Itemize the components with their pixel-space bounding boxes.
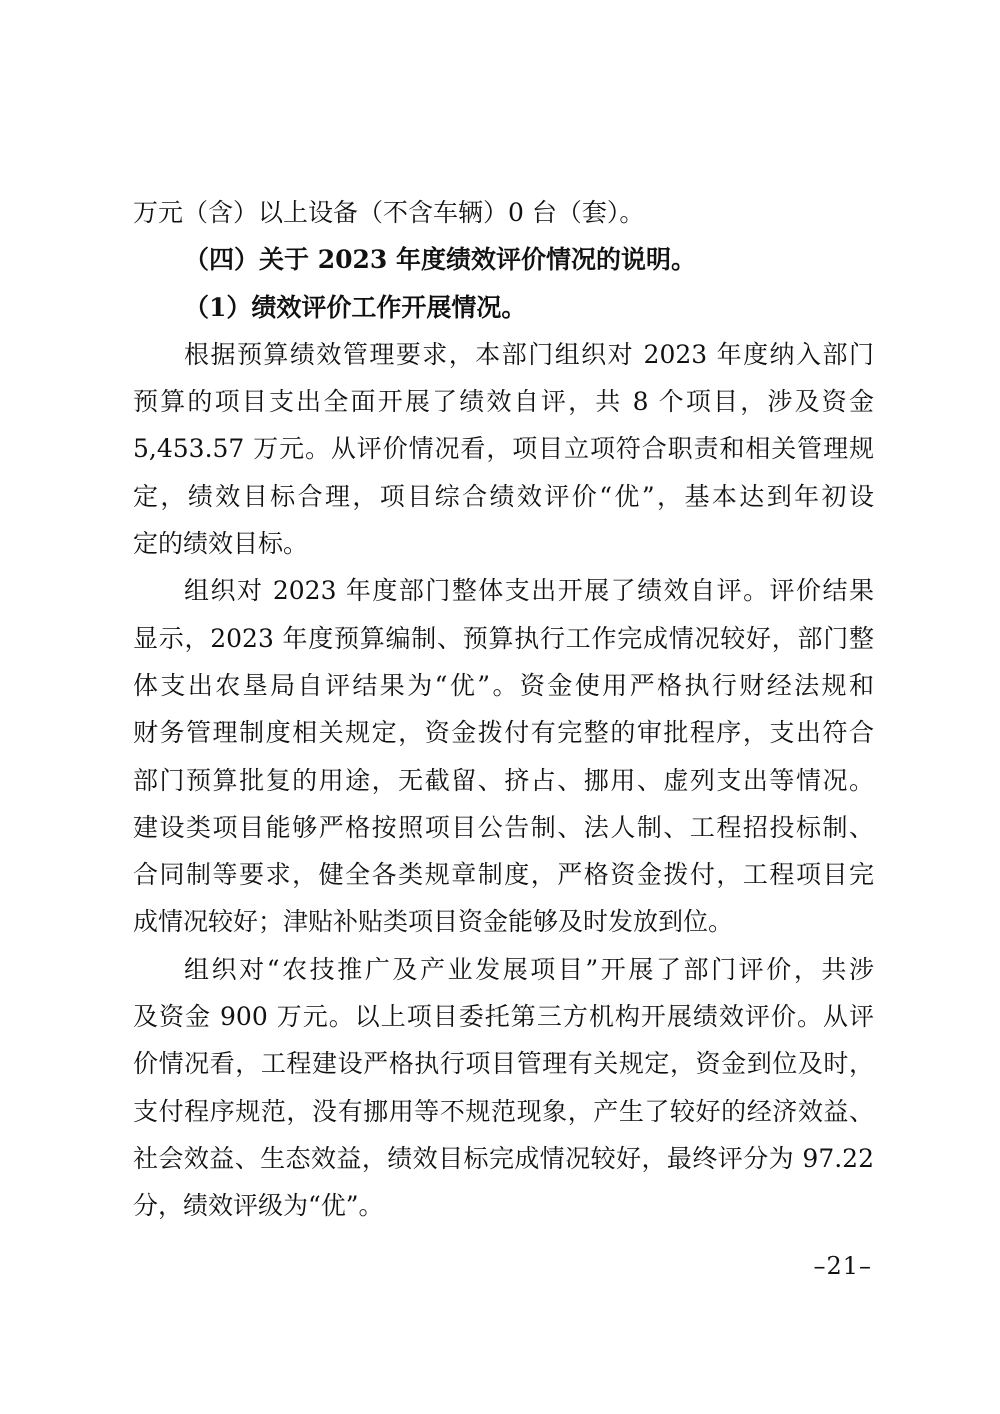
text-line: 财务管理制度相关规定，资金拨付有完整的审批程序，支出符合 (133, 718, 874, 748)
text-line-continuation: 万元（含）以上设备（不含车辆）0 台（套）。 (133, 198, 645, 227)
text-line: 显示，2023 年度预算编制、预算执行工作完成情况较好，部门整 (133, 623, 874, 653)
text-line: 合同制等要求，健全各类规章制度，严格资金拨付，工程项目完 (133, 860, 874, 890)
text-line: 根据预算绩效管理要求，本部门组织对 2023 年度纳入部门 (184, 339, 874, 369)
heading-section-four: （四）关于 2023 年度绩效评价情况的说明。 (184, 245, 696, 275)
text-line: 5,453.57 万元。从评价情况看，项目立项符合职责和相关管理规 (133, 434, 874, 464)
heading-subitem-1: （1）绩效评价工作开展情况。 (184, 292, 527, 322)
text-line: 分，绩效评级为“优”。 (133, 1191, 384, 1221)
text-line: 价情况看，工程建设严格执行项目管理有关规定，资金到位及时， (133, 1049, 874, 1079)
text-line: 成情况较好；津贴补贴类项目资金能够及时发放到位。 (133, 907, 734, 937)
text-line: 及资金 900 万元。以上项目委托第三方机构开展绩效评价。从评 (133, 1002, 874, 1032)
text-line: 组织对“农技推广及产业发展项目”开展了部门评价，共涉 (184, 954, 874, 984)
document-body (133, 189, 874, 1230)
text-line: 建设类项目能够严格按照项目公告制、法人制、工程招投标制、 (133, 812, 874, 842)
page-number: –21– (813, 1252, 872, 1280)
text-line: 支付程序规范，没有挪用等不规范现象，产生了较好的经济效益、 (133, 1096, 874, 1126)
text-line: 社会效益、生态效益，绩效目标完成情况较好，最终评分为 97.22 (133, 1143, 874, 1173)
text-line: 体支出农垦局自评结果为“优”。资金使用严格执行财经法规和 (133, 670, 874, 700)
text-line: 定，绩效目标合理，项目综合绩效评价“优”，基本达到年初设 (133, 481, 874, 511)
text-line: 组织对 2023 年度部门整体支出开展了绩效自评。评价结果 (184, 576, 874, 606)
text-line: 定的绩效目标。 (133, 529, 309, 559)
text-line: 预算的项目支出全面开展了绩效自评，共 8 个项目，涉及资金 (133, 387, 874, 417)
text-line: 部门预算批复的用途，无截留、挤占、挪用、虚列支出等情况。 (133, 765, 874, 795)
